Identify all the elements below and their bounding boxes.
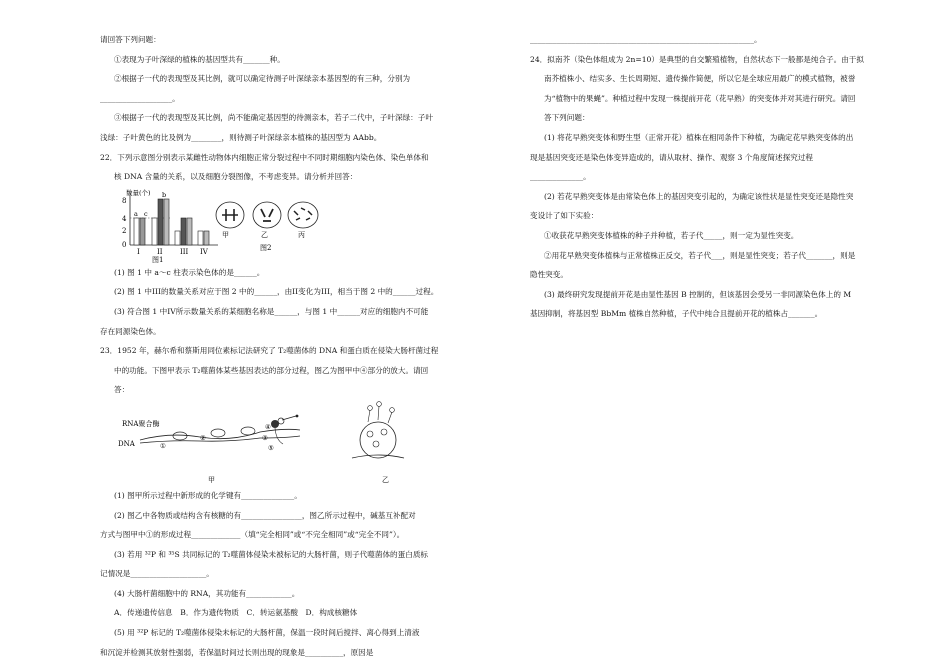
legend-a: a <box>134 209 138 218</box>
q23-part3-line1: (3) 若用 ³²P 和 ³⁵S 共同标记的 T₂噬菌体侵染未被标记的大肠杆菌，则子代噬菌体的蛋白质标 <box>114 549 429 559</box>
legend-c: c <box>144 209 148 218</box>
intro-text: 请回答下列问题： <box>100 35 161 44</box>
bar-IV-c <box>204 231 209 245</box>
figure1-caption: 图1 <box>152 255 164 263</box>
bar-III-c <box>187 218 192 245</box>
q24-stem-line1: 24．拟南芥（染色体组成为 2n=10）是典型的自交繁殖植物，自然状态下一般都是纯合子。由于拟 <box>530 54 864 64</box>
xcat-II: II <box>157 247 163 256</box>
marker-4: ④ <box>265 422 271 431</box>
q23-stem-line2: 中的功能。下图甲表示 T₂噬菌体某些基因表达的部分过程，图乙为图甲中④部分的放大。请回 <box>114 365 429 375</box>
figure2-caption: 图2 <box>260 243 272 252</box>
q24-part2-line1: (2) 若花早熟突变体是由常染色体上的基因突变引起的，为确定该性状是显性突变还是隐性突 <box>544 191 854 201</box>
q24-part3-line2: 基因抑制，将基因型 BbMm 植株自然种植，子代中纯合且提前开花的植株占_______。 <box>530 309 823 319</box>
q22-stem-line1: 22．下列示意图分别表示某雌性动物体内细胞正常分裂过程中不同时期细胞内染色体、染色单体和 <box>100 152 429 162</box>
legend-b: b <box>162 190 167 199</box>
cell-yi <box>253 202 281 228</box>
q21-part1: ①表现为子叶深绿的植株的基因型共有_______种。 <box>114 54 285 64</box>
q23-stem-line1: 23．1952 年，赫尔希和蔡斯用同位素标记法研究了 T₂噬菌体的 DNA 和蛋白质在侵染大肠杆菌过程 <box>100 346 439 356</box>
bar-I-c <box>140 218 145 245</box>
bar-II-b <box>158 199 163 245</box>
q23-part1: (1) 图甲所示过程中新形成的化学键有______________。 <box>114 490 302 500</box>
q23-stem-line3: 答： <box>114 385 130 395</box>
bar-II-c <box>164 199 169 245</box>
cell-label-bing: 丙 <box>298 230 305 239</box>
q22-part3-line2: 存在同源染色体。 <box>100 326 161 336</box>
q23-part2-line2: 方式与图甲中①的形成过程_____________（填“完全相同”或“不完全相同”或“完全不同”）。 <box>100 530 405 540</box>
figure-jia-caption: 甲 <box>208 475 215 484</box>
bar-IV-a <box>198 231 203 245</box>
q24-part1-line3: ______________。 <box>530 172 591 182</box>
rna-polymerase-label: RNA聚合酶 <box>122 419 160 428</box>
xcat-III: III <box>180 247 189 256</box>
figure1-ylabel: 数量(个) <box>126 188 151 197</box>
q24-stem-line4: 答下列问题： <box>544 113 590 123</box>
q24-part2-line3: ①收获花早熟突变体植株的种子并种植，若子代_____，则一定为显性突变。 <box>544 230 799 240</box>
q24-part2-line2: 变设计了如下实验： <box>530 211 599 221</box>
left-column <box>100 30 468 662</box>
figure-yi <box>352 402 404 484</box>
q22-figures-svg <box>100 187 468 263</box>
q23-figures-svg <box>100 400 468 486</box>
q24-stem-line2: 南芥植株小、结实多、生长周期短、遗传操作简便，所以它是全球应用最广的模式植物，被誉 <box>544 74 856 84</box>
q23-figures <box>100 400 468 486</box>
q23-part4: (4) 大肠杆菌细胞中的 RNA，其功能有____________。 <box>114 588 300 598</box>
q22-figures <box>100 187 468 263</box>
q23-part2-line1: (2) 图乙中各物质或结构含有核糖的有________________，图乙所示过程中，碱基互补配对 <box>114 510 416 520</box>
cell-label-jia: 甲 <box>222 230 229 239</box>
q24-stem-line3: 为“植物中的果蝇”。种植过程中发现一株提前开花（花早熟）的突变体并对其进行研究。请回 <box>544 93 856 103</box>
q21-part2-line1: ②根据子一代的表现型及其比例，就可以确定待测子叶深绿亲本基因型的有三种，分别为 <box>114 74 411 84</box>
q21-part3-line2: 浅绿：子叶黄色的比及例为________，则待测子叶深绿亲本植株的基因型为 AAbb。 <box>100 132 382 142</box>
right-column <box>530 30 905 324</box>
q23-part4-options: A．传递遗传信息 B．作为遗传物质 C．转运氨基酸 D．构成核糖体 <box>114 608 358 618</box>
cell-bing <box>288 202 318 228</box>
figure-jia <box>118 415 300 484</box>
q23-part5-line1: (5) 用 ³²P 标记的 T₂噬菌体侵染未标记的大肠杆菌，保温一段时间后搅拌、离心得到上清液 <box>114 628 420 638</box>
cell-label-yi: 乙 <box>261 230 268 239</box>
bar-III-a <box>175 231 180 245</box>
ytick-2: 2 <box>122 226 127 235</box>
marker-5: ⑤ <box>268 443 274 452</box>
figure-yi-caption: 乙 <box>382 475 389 484</box>
figure2-cells <box>216 202 318 252</box>
q24-part3-line1: (3) 最终研究发现提前开花是由显性基因 B 控制的，但该基因会受另一非同源染色体上的 M <box>544 289 852 299</box>
bar-II-a <box>152 218 157 245</box>
xcat-IV: IV <box>200 247 208 256</box>
dna-label: DNA <box>118 439 135 448</box>
top-answer-blank: ___________________________________________________________。 <box>530 35 762 44</box>
q22-part2: (2) 图 1 中III的数量关系对应于图 2 中的______，由II变化为III，相当于图 2 中的______过程。 <box>114 287 439 297</box>
q24-part2-line5: 隐性突变。 <box>530 270 568 280</box>
marker-1: ① <box>160 441 166 450</box>
bar-I-a <box>134 218 139 245</box>
ytick-4: 4 <box>122 214 127 223</box>
marker-2: ② <box>200 433 206 442</box>
marker-3: ③ <box>262 433 268 442</box>
q23-part5-line2: 和沉淀并检测其放射性强弱，若保温时间过长则出现的现象是__________，原因是 <box>100 647 374 657</box>
q22-part1: (1) 图 1 中 a～c 柱表示染色体的是______。 <box>114 267 265 277</box>
figure1-bar-chart <box>122 188 218 263</box>
q23-part3-line2: 记情况是____________________。 <box>100 569 214 579</box>
q21-part2-line2: ___________________。 <box>100 93 180 103</box>
q21-part3-line1: ③根据子一代的表现型及其比例，尚不能确定基因型的待测亲本，若子二代中，子叶深绿：子叶 <box>114 113 433 123</box>
bar-III-b <box>181 218 186 245</box>
ytick-8: 8 <box>122 196 127 205</box>
q22-stem-line2: 核 DNA 含量的关系，以及细胞分裂图像，不考虑变异。请分析并回答： <box>114 172 358 182</box>
q24-part1-line2: 现是基因突变还是染色体变异造成的，请从取材、操作、观察 3 个角度简述探究过程 <box>530 152 814 162</box>
q24-part2-line4: ②用花早熟突变体植株与正常植株正反交，若子代___，则是显性突变；若子代_______，则是 <box>544 250 856 260</box>
xcat-I: I <box>137 247 140 256</box>
q24-part1-line1: (1) 将花早熟突变体和野生型（正常开花）植株在相同条件下种植，为确定花早熟突变体的出 <box>544 132 854 142</box>
q22-part3-line1: (3) 符合图 1 中IV所示数量关系的某细胞名称是______，与图 1 中______对应的细胞内不可能 <box>114 306 429 316</box>
ytick-0: 0 <box>122 240 127 249</box>
